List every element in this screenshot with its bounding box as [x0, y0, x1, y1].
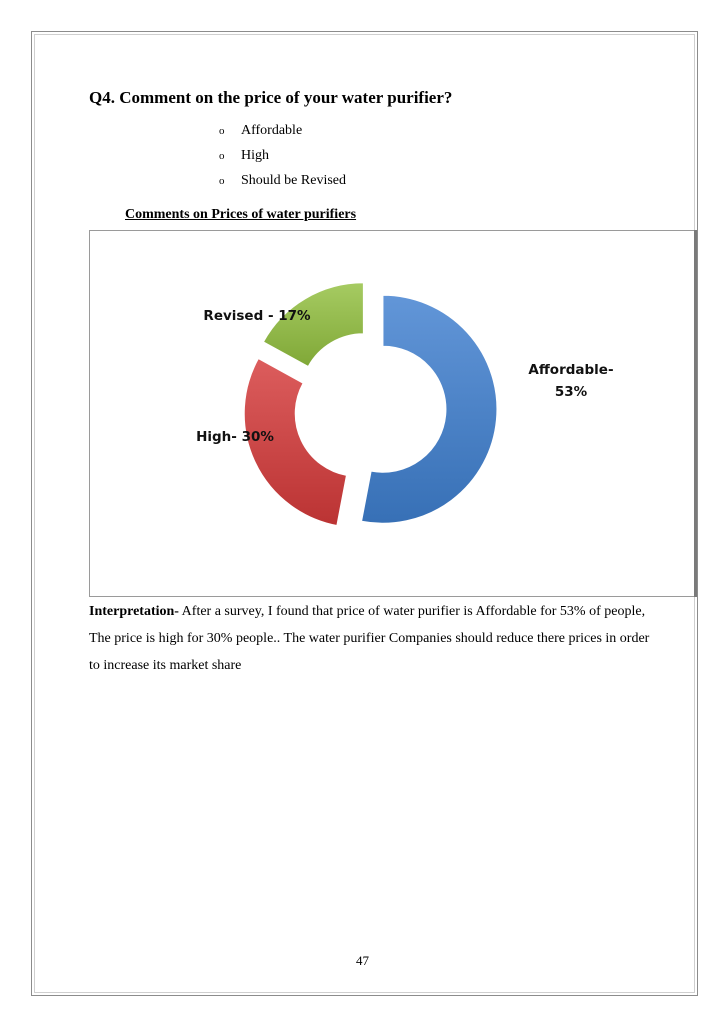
- answer-options: [219, 118, 346, 193]
- page-number: 47: [356, 953, 369, 968]
- chart-heading: Comments on Prices of water purifiers: [125, 207, 357, 222]
- slice-affordable: [362, 295, 497, 523]
- bullet-icon: o: [219, 124, 225, 137]
- data-label-revised: [203, 308, 311, 324]
- data-label-line: Affordable-: [528, 362, 614, 378]
- option-label: Should be Revised: [241, 172, 346, 188]
- data-label-line: 53%: [554, 384, 588, 400]
- interpretation-text: After a survey, I found that price of water purifier is Affordable for 53% of people, The price is high for 30% people.. The water purifier Companies should reduce there prices in order to increase its market share: [89, 604, 650, 673]
- data-label-line: Revised - 17%: [203, 308, 311, 324]
- option-item: [219, 143, 346, 168]
- doughnut-chart: [89, 230, 697, 597]
- question-heading: Q4. Comment on the price of your water purifier?: [89, 88, 453, 107]
- interpretation-heading: Interpretation-: [89, 604, 179, 619]
- slice-revised: [263, 283, 363, 367]
- option-label: Affordable: [241, 122, 303, 138]
- data-label-affordable: [528, 362, 613, 400]
- data-label-line: High- 30%: [196, 429, 274, 445]
- interpretation-paragraph: [89, 598, 659, 679]
- option-item: [219, 118, 346, 143]
- data-label-high: [196, 429, 274, 445]
- bullet-icon: o: [219, 149, 225, 162]
- option-label: High: [241, 147, 269, 163]
- bullet-icon: o: [219, 174, 225, 187]
- option-item: [219, 168, 346, 193]
